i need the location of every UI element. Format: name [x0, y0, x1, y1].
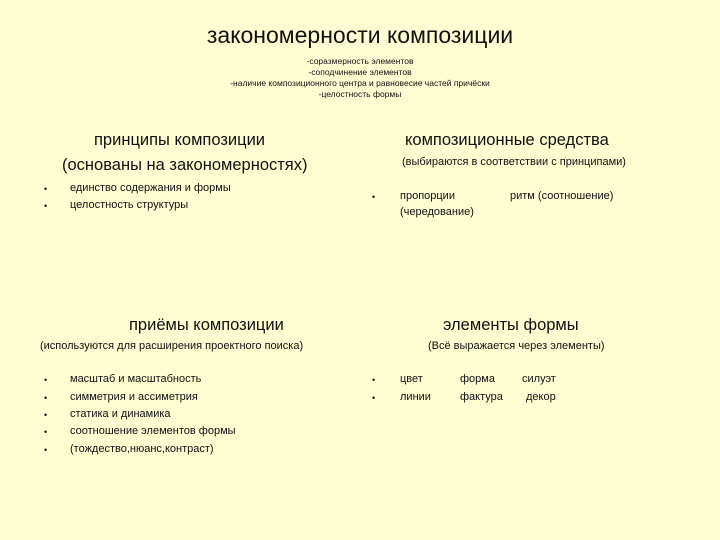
form-elements-subheading: (Всё выражается через элементы)	[428, 340, 605, 352]
bullet: •	[44, 410, 48, 420]
bullet: •	[44, 393, 48, 403]
means-item-alternation: (чередование)	[400, 206, 474, 218]
regularity-line: -целостность формы	[318, 89, 402, 99]
bullet: •	[44, 427, 48, 437]
form-element-color: цвет	[400, 373, 423, 385]
regularity-line: -наличие композиционного центра и равновесие частей причёски	[230, 78, 490, 88]
bullet: •	[44, 375, 48, 385]
means-item-proportions: пропорции	[400, 190, 455, 202]
bullet: •	[44, 201, 48, 211]
form-elements-heading: элементы формы	[443, 316, 579, 334]
technique-item: статика и динамика	[70, 408, 171, 420]
technique-item: симметрия и ассиметрия	[70, 391, 198, 403]
technique-item: масштаб и масштабность	[70, 373, 202, 385]
form-element-silhouette: силуэт	[522, 373, 556, 385]
principles-subheading: (основаны на закономерностях)	[62, 156, 308, 174]
techniques-subheading: (используются для расширения проектного поиска)	[40, 340, 304, 352]
form-element-lines: линии	[400, 391, 431, 403]
bullet: •	[372, 375, 376, 385]
technique-item: (тождество,нюанс,контраст)	[70, 443, 214, 455]
bullet: •	[372, 393, 376, 403]
principle-item: целостность структуры	[70, 199, 189, 211]
means-heading: композиционные средства	[405, 131, 609, 149]
bullet: •	[372, 192, 376, 202]
techniques-heading: приёмы композиции	[129, 316, 284, 334]
principles-heading: принципы композиции	[94, 131, 266, 149]
regularity-line: -соразмерность элементов	[306, 56, 414, 66]
form-element-shape: форма	[460, 373, 495, 385]
regularity-line: -соподчинение элементов	[308, 67, 412, 77]
page-title: закономерности композиции	[206, 22, 514, 48]
bullet: •	[44, 445, 48, 455]
form-element-texture: фактура	[460, 391, 503, 403]
principle-item: единство содержания и формы	[70, 182, 231, 194]
means-subheading: (выбираются в соответствии с принципами)	[402, 156, 626, 168]
means-item-rhythm: ритм (соотношение)	[510, 190, 614, 202]
bullet: •	[44, 184, 48, 194]
technique-item: соотношение элементов формы	[70, 425, 236, 437]
form-element-decor: декор	[526, 391, 556, 403]
